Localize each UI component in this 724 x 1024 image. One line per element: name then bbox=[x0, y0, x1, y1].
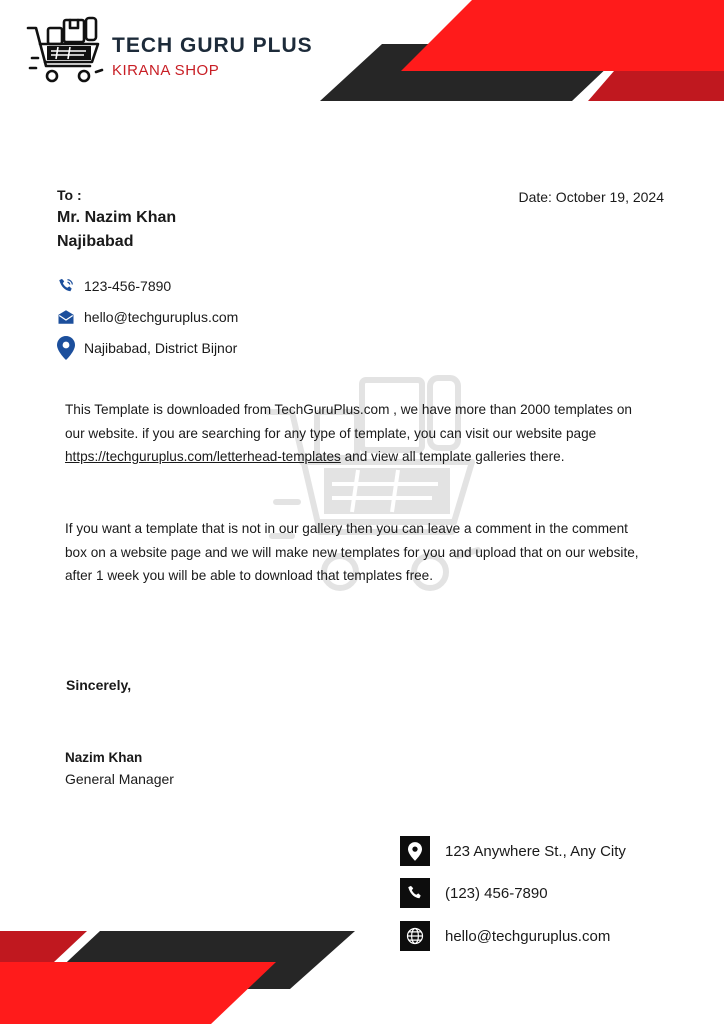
recipient-city: Najibabad bbox=[57, 233, 134, 250]
brand-subtitle: KIRANA SHOP bbox=[112, 62, 220, 79]
top-dark-stripe bbox=[320, 44, 632, 101]
map-pin-icon bbox=[56, 338, 76, 358]
letter-date: Date: October 19, 2024 bbox=[518, 189, 664, 205]
bottom-dark-stripe bbox=[38, 931, 355, 989]
location-pin-icon bbox=[400, 836, 430, 866]
shopping-cart-icon bbox=[24, 14, 104, 88]
top-red-band bbox=[401, 0, 724, 71]
bottom-red-band bbox=[0, 962, 276, 1024]
recipient-name: Mr. Nazim Khan bbox=[57, 209, 177, 226]
sender-address bbox=[56, 337, 237, 359]
footer-address bbox=[400, 836, 626, 866]
sender-phone-text: 123-456-7890 bbox=[84, 278, 172, 294]
globe-icon bbox=[400, 921, 430, 951]
top-deep-red-stripe bbox=[588, 71, 724, 101]
closing-sincerely: Sincerely, bbox=[66, 677, 132, 693]
to-label: To : bbox=[57, 187, 82, 203]
signer-title: General Manager bbox=[65, 771, 174, 787]
body-paragraph-2: If you want a template that is not in our gallery then you can leave a comment in the comment box on a website page and we will make new templates for you and upload that on our website, after 1 week you will be able to download that templates free. bbox=[65, 521, 639, 583]
footer-email bbox=[400, 921, 610, 951]
sender-email-text: hello@techguruplus.com bbox=[84, 309, 239, 325]
sender-address-text: Najibabad, District Bijnor bbox=[84, 340, 238, 356]
sender-email bbox=[56, 306, 238, 328]
footer-phone bbox=[400, 878, 548, 908]
footer-address-text: 123 Anywhere St., Any City bbox=[445, 842, 626, 860]
letterhead-templates-link[interactable]: https://techguruplus.com/letterhead-templates bbox=[65, 449, 341, 464]
envelope-icon bbox=[56, 307, 76, 327]
footer-email-text: hello@techguruplus.com bbox=[445, 927, 611, 945]
body-paragraph-1: This Template is downloaded from TechGuruPlus.com , we have more than 2000 templates on our website. if you are searching for any type of template, you can visit our website page https://techguruplus.com/letterhead-templates and view all template galleries there. bbox=[65, 402, 632, 464]
bottom-deep-red-stripe bbox=[0, 931, 87, 962]
signer-name: Nazim Khan bbox=[65, 750, 143, 765]
phone-icon bbox=[400, 878, 430, 908]
brand-name: TECH GURU PLUS bbox=[112, 34, 313, 57]
phone-icon bbox=[56, 276, 76, 296]
sender-phone bbox=[56, 275, 171, 297]
footer-phone-text: (123) 456-7890 bbox=[445, 884, 548, 902]
